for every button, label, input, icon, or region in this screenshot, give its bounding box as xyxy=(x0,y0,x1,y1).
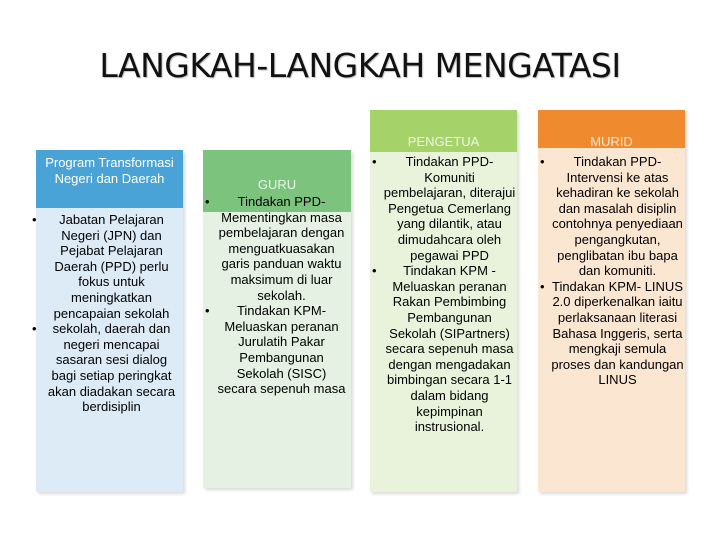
pengetua-header: PENGETUA xyxy=(407,134,480,149)
guru-bullet-1: • Tindakan PPD- Mementingkan masa pembelajaran dengan menguatkuasakan garis panduan waktu maksimum di luar sekolah. xyxy=(205,194,347,303)
guru-bullet-2: • Tindakan KPM- Meluaskan peranan Jurulatih Pakar Pembangunan Sekolah (SISC) secara sepenuh masa xyxy=(205,303,347,397)
program-bullet-1: • Jabatan Pelajaran Negeri (JPN) dan Pejabat Pelajaran Daerah (PPD) perlu fokus untuk meningkatkan pencapaian sekolah xyxy=(32,212,180,321)
murid-header: MURID xyxy=(590,134,633,149)
program-bullet-2: • sekolah, daerah dan negeri mencapai sasaran sesi dialog bagi setiap peringkat akan diadakan secara berdisiplin xyxy=(32,321,180,415)
guru-header: GURU xyxy=(257,177,297,192)
page-title: LANGKAH-LANGKAH MENGATASI xyxy=(99,46,621,85)
program-body xyxy=(32,212,180,415)
murid-bullet-1: • Tindakan PPD- Intervensi ke atas kehadiran ke sekolah dan masalah disiplin contohnya penyediaan pengangkutan, penglibatan ibu bapa dan komuniti. xyxy=(540,154,684,279)
guru-body xyxy=(205,194,347,397)
murid-bullet-2: • Tindakan KPM- LINUS 2.0 diperkenalkan iaitu perlaksanaan literasi Bahasa Inggeris, serta mengkaji semula proses dan kandungan LINUS xyxy=(540,279,684,388)
program-header: Program Transformasi Negeri dan Daerah xyxy=(45,155,174,186)
pengetua-body xyxy=(372,154,516,435)
pengetua-bullet-2: • Tindakan KPM - Meluaskan peranan Rakan Pembimbing Pembangunan Sekolah (SIPartners) secara sepenuh masa dengan mengadakan bimbingan secara 1-1 dalam bidang kepimpinan instrusional. xyxy=(372,263,516,435)
murid-body xyxy=(540,154,684,388)
pengetua-bullet-1: • Tindakan PPD- Komuniti pembelajaran, diterajui Pengetua Cemerlang yang dilantik, atau dimudahcara oleh pegawai PPD xyxy=(372,154,516,263)
